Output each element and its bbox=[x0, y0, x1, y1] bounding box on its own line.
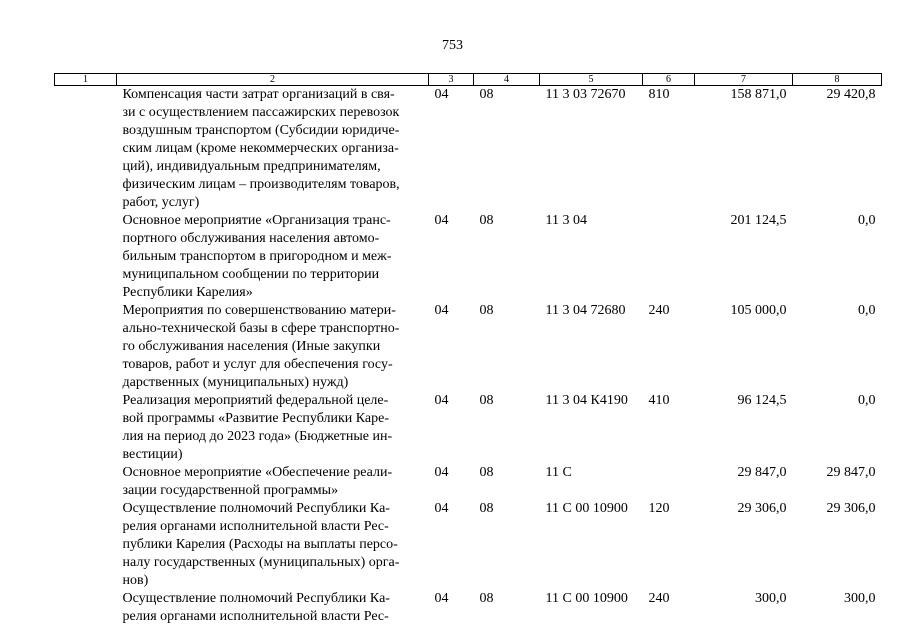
table-row bbox=[55, 464, 882, 500]
cell-section: 04 bbox=[434, 213, 449, 228]
cell-amount-federal: 0,0 bbox=[858, 213, 876, 228]
cell-expense-type: 120 bbox=[648, 501, 670, 516]
cell-name-line: Мероприятия по совершенствованию матери- bbox=[122, 303, 396, 318]
cell-name-line: бильным транспортом в пригородном и меж- bbox=[122, 249, 392, 264]
cell-name-line: Осуществление полномочий Республики Ка- bbox=[122, 591, 390, 606]
column-number-6: 6 bbox=[643, 74, 695, 86]
column-number-1: 1 bbox=[55, 74, 117, 86]
cell-subsection: 08 bbox=[479, 213, 494, 228]
cell-name bbox=[117, 464, 429, 500]
cell-target-article: 11 3 04 К4190 bbox=[545, 393, 628, 408]
cell-name-line: зи с осуществлением пассажирских перевозок bbox=[122, 105, 400, 120]
cell-name-line: публики Карелия (Расходы на выплаты персо- bbox=[122, 537, 398, 552]
cell-name-line: Реализация мероприятий федеральной целе- bbox=[122, 393, 389, 408]
cell-name-line: товаров, работ и услуг для обеспечения госу- bbox=[122, 357, 393, 372]
cell-name-line: воздушным транспортом (Субсидии юридиче- bbox=[122, 123, 400, 138]
cell-expense-type: 240 bbox=[648, 303, 670, 318]
column-number-3: 3 bbox=[429, 74, 474, 86]
cell-amount-total: 29 306,0 bbox=[737, 501, 787, 516]
table-row bbox=[55, 590, 882, 626]
cell-name-line: муниципальном сообщении по территории bbox=[122, 267, 380, 282]
cell-subsection: 08 bbox=[479, 303, 494, 318]
cell-expense-type: 410 bbox=[648, 393, 670, 408]
cell-name-line: зации государственной программы» bbox=[122, 483, 339, 498]
table-header bbox=[55, 74, 882, 86]
table-row bbox=[55, 302, 882, 392]
cell-subsection: 08 bbox=[479, 465, 494, 480]
cell-name-line: Осуществление полномочий Республики Ка- bbox=[122, 501, 390, 516]
cell-expense-type bbox=[643, 212, 695, 302]
table-row bbox=[55, 86, 882, 213]
cell-section: 04 bbox=[434, 465, 449, 480]
cell-amount-federal: 29 847,0 bbox=[826, 465, 876, 480]
cell-amount-total: 201 124,5 bbox=[730, 213, 787, 228]
cell-name-line: портного обслуживания населения автомо- bbox=[122, 231, 380, 246]
cell-amount-federal: 29 420,8 bbox=[826, 87, 876, 102]
cell-name-line: вой программы «Развитие Республики Каре- bbox=[122, 411, 390, 426]
cell-empty bbox=[55, 392, 117, 464]
cell-expense-type: 240 bbox=[648, 591, 670, 606]
cell-amount-total: 96 124,5 bbox=[737, 393, 787, 408]
cell-name-line: ским лицам (кроме некоммерческих организа- bbox=[122, 141, 399, 156]
cell-empty bbox=[55, 302, 117, 392]
cell-target-article: 11 3 04 bbox=[545, 213, 587, 228]
column-number-7: 7 bbox=[695, 74, 793, 86]
cell-target-article: 11 С 00 10900 bbox=[545, 591, 628, 606]
cell-subsection: 08 bbox=[479, 501, 494, 516]
column-number-8: 8 bbox=[793, 74, 882, 86]
cell-name-line: релия органами исполнительной власти Рес- bbox=[122, 519, 389, 534]
cell-name-line: налу государственных (муниципальных) орга- bbox=[122, 555, 400, 570]
page-number: 753 bbox=[442, 38, 463, 53]
cell-amount-federal: 29 306,0 bbox=[826, 501, 876, 516]
cell-name-line: ально-технической базы в сфере транспортно- bbox=[122, 321, 400, 336]
cell-amount-federal: 300,0 bbox=[844, 591, 876, 606]
cell-name-line: вестиции) bbox=[122, 447, 183, 462]
budget-table bbox=[54, 73, 882, 626]
cell-amount-total: 158 871,0 bbox=[730, 87, 787, 102]
column-number-4: 4 bbox=[474, 74, 540, 86]
cell-empty bbox=[55, 464, 117, 500]
cell-amount-total: 105 000,0 bbox=[730, 303, 787, 318]
cell-name-line: ций), индивидуальным предпринимателям, bbox=[122, 159, 381, 174]
cell-expense-type bbox=[643, 464, 695, 500]
cell-target-article: 11 С 00 10900 bbox=[545, 501, 628, 516]
cell-target-article: 11 3 03 72670 bbox=[545, 87, 626, 102]
cell-name-line: го обслуживания населения (Иные закупки bbox=[122, 339, 381, 354]
cell-name-line: Основное мероприятие «Обеспечение реали- bbox=[122, 465, 393, 480]
cell-name bbox=[117, 500, 429, 590]
cell-name bbox=[117, 590, 429, 626]
cell-empty bbox=[55, 86, 117, 213]
cell-name-line: физическим лицам – производителям товаров, bbox=[122, 177, 400, 192]
cell-amount-total: 300,0 bbox=[755, 591, 787, 606]
cell-subsection: 08 bbox=[479, 87, 494, 102]
cell-empty bbox=[55, 590, 117, 626]
cell-name bbox=[117, 392, 429, 464]
cell-name bbox=[117, 302, 429, 392]
cell-empty bbox=[55, 500, 117, 590]
table-body bbox=[55, 86, 882, 627]
column-number-2: 2 bbox=[117, 74, 429, 86]
cell-section: 04 bbox=[434, 303, 449, 318]
cell-subsection: 08 bbox=[479, 591, 494, 606]
cell-name-line: Республики Карелия» bbox=[122, 285, 253, 300]
cell-name-line: релия органами исполнительной власти Рес- bbox=[122, 609, 389, 624]
cell-name-line: лия на период до 2023 года» (Бюджетные ин- bbox=[122, 429, 393, 444]
cell-name-line: дарственных (муниципальных) нужд) bbox=[122, 375, 349, 390]
cell-target-article: 11 С bbox=[545, 465, 572, 480]
cell-empty bbox=[55, 212, 117, 302]
cell-section: 04 bbox=[434, 501, 449, 516]
cell-target-article: 11 3 04 72680 bbox=[545, 303, 626, 318]
header-row bbox=[55, 74, 882, 86]
cell-amount-total: 29 847,0 bbox=[737, 465, 787, 480]
table-row bbox=[55, 500, 882, 590]
cell-amount-federal: 0,0 bbox=[858, 393, 876, 408]
cell-section: 04 bbox=[434, 393, 449, 408]
cell-subsection: 08 bbox=[479, 393, 494, 408]
cell-section: 04 bbox=[434, 591, 449, 606]
cell-name-line: работ, услуг) bbox=[122, 195, 200, 210]
cell-name-line: Основное мероприятие «Организация транс- bbox=[122, 213, 391, 228]
cell-section: 04 bbox=[434, 87, 449, 102]
cell-name-line: нов) bbox=[122, 573, 149, 588]
cell-name bbox=[117, 86, 429, 213]
cell-amount-federal: 0,0 bbox=[858, 303, 876, 318]
cell-name bbox=[117, 212, 429, 302]
cell-name-line: Компенсация части затрат организаций в свя- bbox=[122, 87, 395, 102]
table-row bbox=[55, 392, 882, 464]
column-number-5: 5 bbox=[540, 74, 643, 86]
cell-expense-type: 810 bbox=[648, 87, 670, 102]
table-row bbox=[55, 212, 882, 302]
